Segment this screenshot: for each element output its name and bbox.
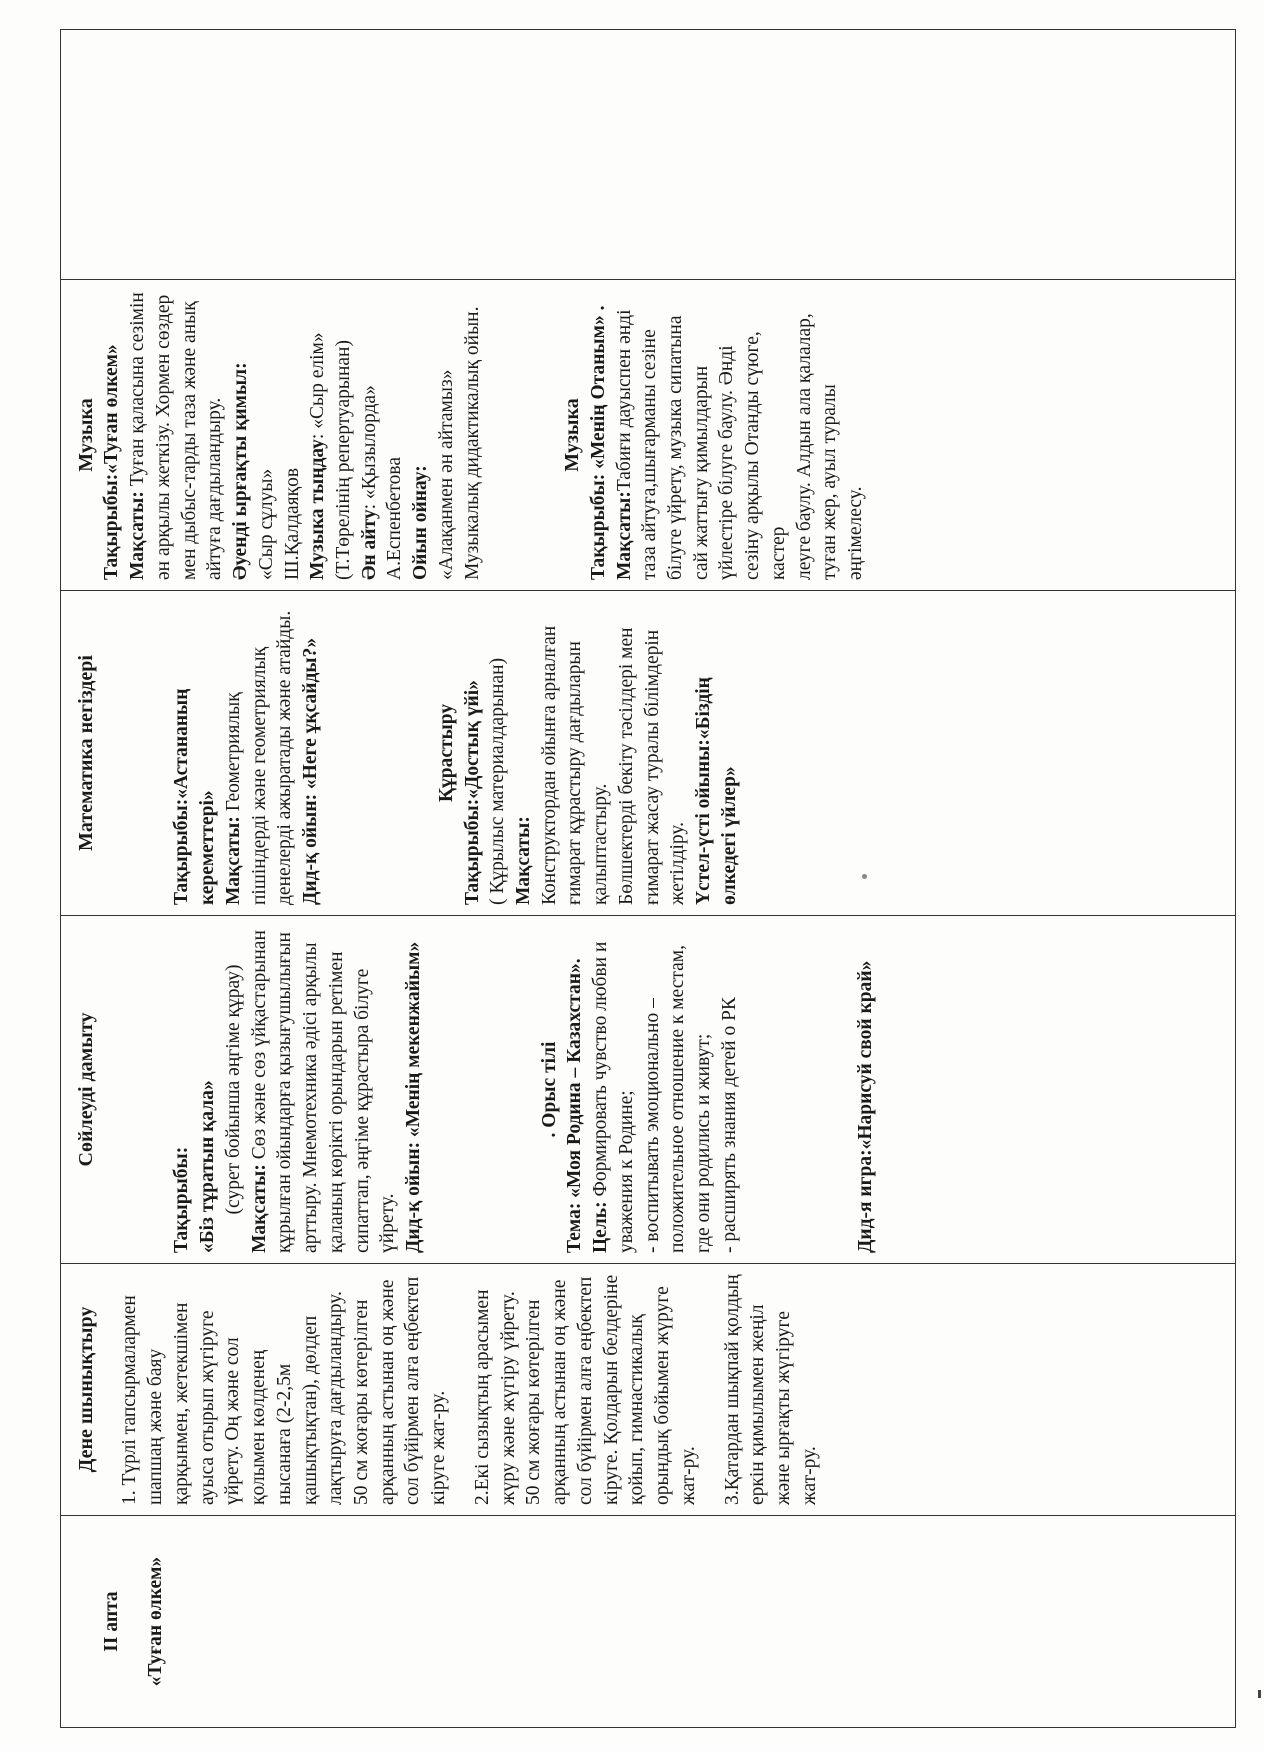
week-theme: «Туған өлкем» <box>144 1556 166 1687</box>
speech-header: Сөйлеуді дамыту <box>75 1012 97 1167</box>
speech-topic: «Біз тұратын қала» <box>197 1080 219 1253</box>
pe-paragraph-1b: 50 см жоғары көтерілген арқанның астынан оң және сол бүйірмен алға еңбектеп кіруге жат-ру. <box>351 1276 450 1505</box>
construction-aim: Конструктордан ойынға арналған ғимарат құрастыру дағдыларын қалыптастыру. <box>538 625 612 905</box>
construction-aim-2: Бөлшектерді бекіту тәсілдері мен ғимарат жасау туралы білімдерін жетілдіру. <box>615 627 689 905</box>
pe-cell <box>61 1264 1236 1516</box>
scan-edge-mark <box>1258 1690 1261 1698</box>
music-movement-label: Әуенді ырғақты қимыл: <box>230 362 252 580</box>
pe-paragraph-2: 2.Екі сызықтың арасымен жүру және жүгіру үйрету. 50 см жоғары көтерілген арқанның астынан оң және сол бүйірмен алға еңбектеп кіруге. Қолдарын белдеріне қойып, гимнастикалық орындық бойымен жүруге жат-ру. <box>471 1274 699 1505</box>
week-title: ІІ апта <box>101 1591 122 1652</box>
table-game: Үстел-үсті ойыны:«Біздің өлкедегі үйлер» <box>693 677 740 905</box>
russian-subject: . Орыс тілі <box>538 1041 560 1138</box>
music-header: Музыка <box>75 398 97 472</box>
speech-topic-note: (сурет бойынша әңгіме құрау) <box>222 964 244 1215</box>
music-header-2: Музыка <box>561 398 584 472</box>
pe-paragraph-3: 3.Қатардан шықпай қолдың еркін қимылымен жеңіл және ырғақты жүгіруге жат-ру. <box>721 1274 820 1505</box>
speech-aim: Сөз және сөз үйқастарынан құрылған ойындарға қызығушылығын арттыру. Мнемотехника әдісі арқылы қаланың көрікті орындарын ретімен сипаттап, әңгіме құрастыра білуге үйрету. <box>248 930 399 1253</box>
speech-aim-label: Мақсаты: <box>248 1164 270 1253</box>
music-topic-1: Тақырыбы:«Туған өлкем» <box>101 344 123 580</box>
music-topic-2: Тақырыбы: «Менің Отаным» . <box>587 305 609 580</box>
construction-topic: Тақырыбы:«Достық үйі» <box>461 680 483 905</box>
music-movement: «Сыр сұлуы» <box>255 468 277 580</box>
construction-subject: Құрастыру <box>435 703 457 803</box>
math-game: Дид-қ ойын: «Неге ұқсайды?» <box>300 637 322 905</box>
pe-header: Дене шынықтыру <box>75 1306 97 1473</box>
music-aim-2: Табиғи дауыспен әнді таза айтуға,шығарманы сезіне білуге үйрету, музыка сипатына сай жаттығу қимылдарын үйлестіре білуге баулу. Әнді сезіну арқылы Отанды сүюге, кастер <box>613 309 789 580</box>
music-listen: : «Сыр елім» (Т.Төрелінің репертуарынан) <box>307 332 354 580</box>
speech-game: Дид-қ ойын: «Менің мекенжайым» <box>403 941 424 1253</box>
music-listen-label: Музыка тыңдау <box>307 439 329 580</box>
music-sing-author: А.Еспенбетова <box>384 457 406 580</box>
math-cell <box>61 591 1236 916</box>
russian-aim-label: Цель: <box>590 1201 612 1253</box>
russian-bullet-1: - воспитывать эмоционально – положительное отношение к местам, где они родились и живут; <box>641 945 715 1253</box>
russian-theme: Тема: «Моя Родина – Казахстан». <box>564 958 586 1253</box>
music-aim-1: Туған қаласына сезімін ән арқылы жеткізу. Хормен сөздер мен дыбыс-тарды таза және анық айтуға дағдыландыру. <box>127 292 226 580</box>
weekly-plan-table <box>60 29 1236 1728</box>
speech-cell <box>61 916 1236 1264</box>
russian-game: Дид-я игра:«Нарисуй свой край» <box>854 960 876 1253</box>
russian-bullet-2: - расширять знания детей о РК <box>718 997 740 1253</box>
music-aim-1-label: Мақсаты: <box>127 491 149 580</box>
speech-topic-label: Тақырыбы: <box>171 1146 193 1253</box>
plan-table-rotated <box>60 30 1235 1728</box>
music-sing-label: Ән айту <box>358 509 380 580</box>
music-cell <box>61 280 1236 591</box>
music-aim-2b: леуге баулу. Алдын ала қалалар, туған жер, ауыл туралы әңгімелесу. <box>793 313 867 580</box>
construction-note: ( Құрылыс материалдарынан) <box>487 657 509 905</box>
music-play-colon: : <box>410 465 432 472</box>
math-topic: Тақырыбы:«Астананың кереметтері» <box>171 688 219 905</box>
empty-cell <box>61 30 1236 280</box>
math-header: Математика негіздері <box>75 655 97 851</box>
scan-speck <box>862 874 867 879</box>
music-play-song: «Алақанмен ән айтамыз» <box>435 369 457 580</box>
music-aim-2-label: Мақсаты: <box>613 491 635 580</box>
math-aim-label: Мақсаты: <box>222 816 244 905</box>
pe-paragraph-1: 1. Түрлі тапсырмалармен шапшаң және баяу қарқынмен, жетекшімен ауыса отырып жүгіруге үйрету. Оң және сол қолымен көлденең нысанаға (2-2,5м қашықтықтан), дөлдеп лақтыруға дағдыландыру. <box>119 1291 347 1505</box>
russian-aim: Формировать чувство любви и уважения к Родине; <box>590 941 637 1253</box>
math-aim: Геометриялық пішіндерді және геометриялық денелерді ажыратады және атайды. <box>222 610 296 905</box>
music-play-desc: Музыкалық дидактикалық ойын. <box>461 306 483 580</box>
construction-aim-label: Мақсаты: <box>513 816 534 905</box>
music-sing: : «Қызылорда» <box>358 385 380 510</box>
music-play-label: Ойын ойнау <box>410 471 432 580</box>
week-cell <box>61 1516 1236 1728</box>
music-movement-author: Ш.Қалдаяқов <box>281 467 303 580</box>
